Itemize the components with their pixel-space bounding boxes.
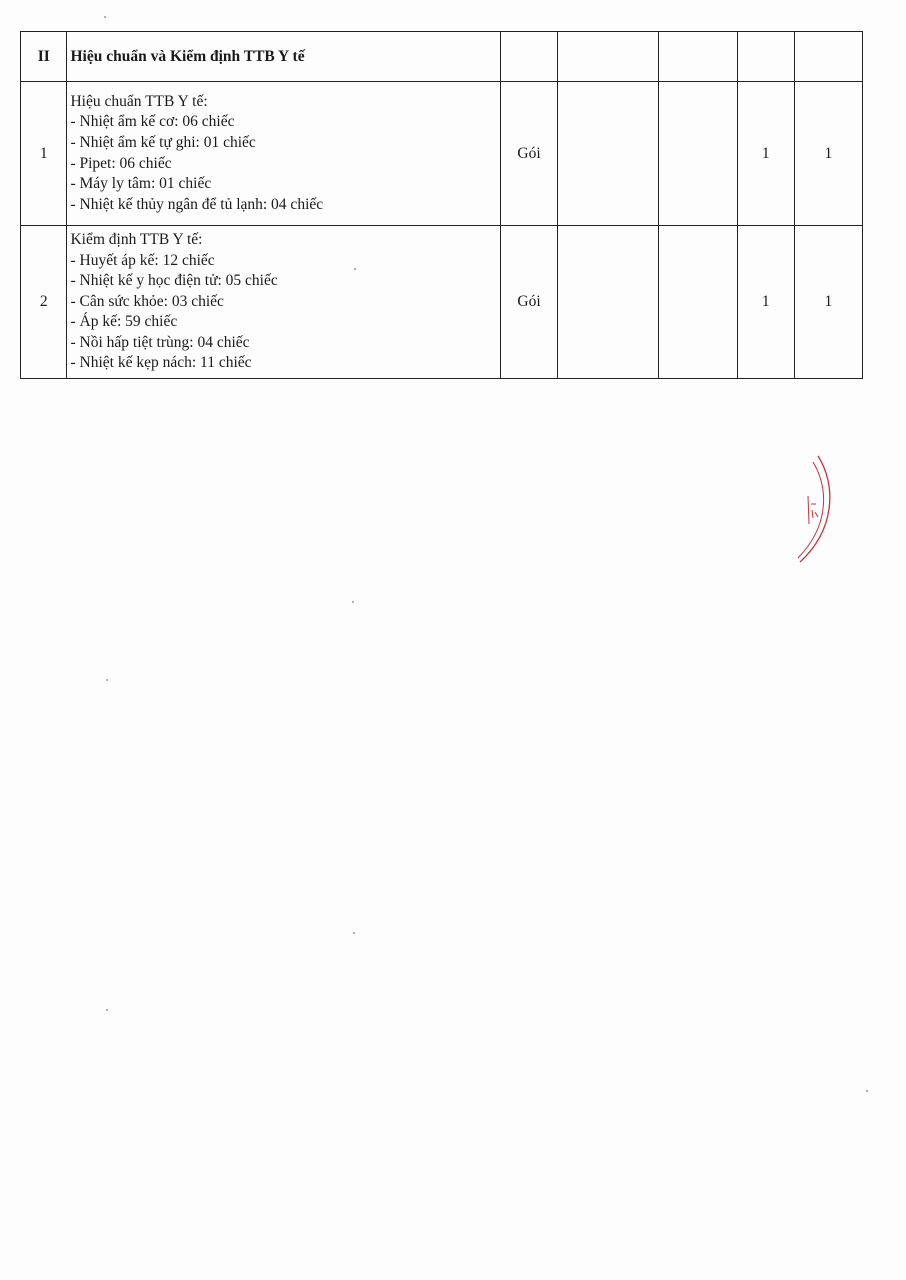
item-line: - Cân sức khỏe: 03 chiếc bbox=[70, 292, 224, 310]
quantity-cell: 1 bbox=[794, 82, 862, 226]
unit-cell: Gói bbox=[500, 226, 557, 379]
table-row bbox=[21, 226, 863, 379]
row-number: 2 bbox=[21, 226, 67, 379]
item-line: - Nhiệt kế kẹp nách: 11 chiếc bbox=[70, 354, 252, 372]
item-line: - Nhiệt ẩm kế tự ghi: 01 chiếc bbox=[70, 133, 256, 151]
seal-stamp-icon bbox=[796, 454, 836, 564]
item-line: - Nhiệt kế thủy ngân để tủ lạnh: 04 chiếc bbox=[70, 195, 324, 213]
quantity-cell: 1 bbox=[737, 226, 794, 379]
item-line: - Pipet: 06 chiếc bbox=[70, 154, 172, 172]
scan-speck bbox=[866, 1090, 868, 1092]
item-description bbox=[67, 82, 500, 226]
empty-cell bbox=[658, 226, 737, 379]
equipment-table bbox=[20, 31, 863, 379]
quantity-cell: 1 bbox=[794, 226, 862, 379]
empty-cell bbox=[658, 32, 737, 82]
section-title: Hiệu chuẩn và Kiểm định TTB Y tế bbox=[67, 32, 500, 82]
section-number: II bbox=[21, 32, 67, 82]
empty-cell bbox=[558, 32, 659, 82]
scan-speck bbox=[106, 1009, 108, 1011]
item-title: Hiệu chuẩn TTB Y tế: bbox=[70, 92, 208, 110]
row-number: 1 bbox=[21, 82, 67, 226]
scan-speck bbox=[353, 932, 355, 934]
empty-cell bbox=[558, 226, 659, 379]
empty-cell bbox=[558, 82, 659, 226]
item-line: - Huyết áp kế: 12 chiếc bbox=[70, 251, 215, 269]
item-line: - Máy ly tâm: 01 chiếc bbox=[70, 175, 212, 193]
item-line: - Nhiệt ẩm kế cơ: 06 chiếc bbox=[70, 113, 235, 131]
empty-cell bbox=[658, 82, 737, 226]
empty-cell bbox=[500, 32, 557, 82]
item-description bbox=[67, 226, 500, 379]
scan-speck bbox=[106, 679, 108, 681]
item-title: Kiểm định TTB Y tế: bbox=[70, 230, 203, 248]
scan-speck bbox=[352, 601, 354, 603]
item-line: - Nồi hấp tiệt trùng: 04 chiếc bbox=[70, 333, 250, 351]
unit-cell: Gói bbox=[500, 82, 557, 226]
scan-speck bbox=[104, 16, 106, 18]
item-line: - Nhiệt kế y học điện tử: 05 chiếc bbox=[70, 272, 278, 290]
quantity-cell: 1 bbox=[737, 82, 794, 226]
table-row bbox=[21, 82, 863, 226]
empty-cell bbox=[737, 32, 794, 82]
empty-cell bbox=[794, 32, 862, 82]
item-line: - Áp kế: 59 chiếc bbox=[70, 313, 178, 331]
scan-speck bbox=[354, 268, 356, 270]
section-row bbox=[21, 32, 863, 82]
